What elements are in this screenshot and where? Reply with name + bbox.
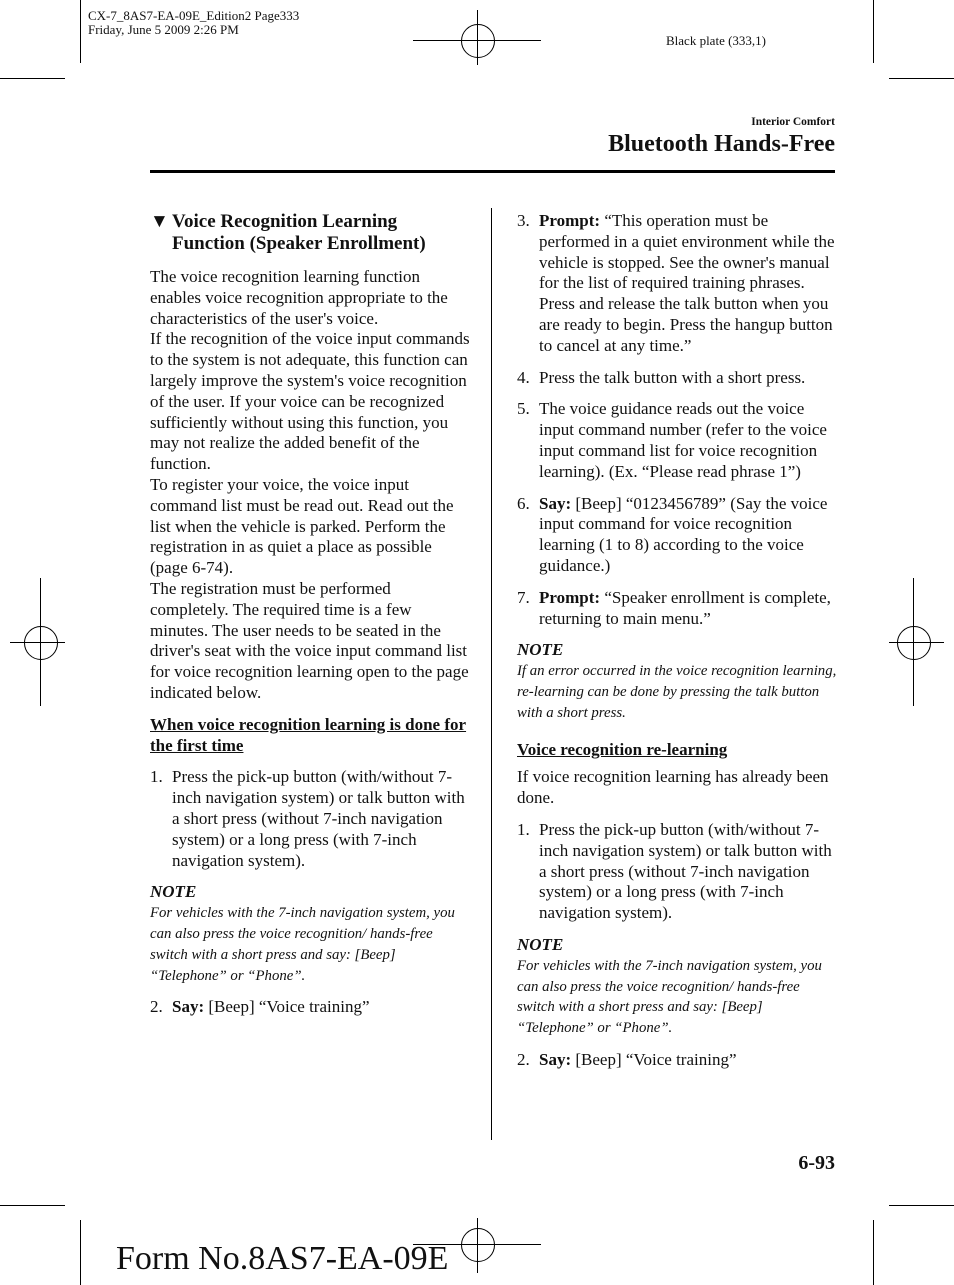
list-item — [517, 588, 837, 630]
print-file-info — [88, 9, 299, 37]
step-number: 3. — [517, 211, 530, 230]
page-title: Bluetooth Hands-Free — [608, 131, 835, 157]
right-column — [517, 211, 837, 1071]
list-item — [517, 399, 837, 482]
left-column — [150, 211, 470, 1018]
note-text: For vehicles with the 7-inch navigation system, you can also press the voice recognition/ hands-free switch with a short press and say: [Beep] “Telephone” or “Phone”. — [150, 905, 455, 984]
relearn-steps-continued — [517, 1050, 837, 1071]
relearn-intro: If voice recognition learning has already been done. — [517, 767, 829, 808]
step-text: [Beep] “Voice training” — [571, 1049, 737, 1069]
step-text: The voice guidance reads out the voice input command number (refer to the voice input command list for voice recognition learning). (Ex. “Please read phrase 1”) — [539, 399, 827, 481]
down-triangle-icon: ▼ — [150, 211, 169, 232]
list-item — [517, 1050, 837, 1071]
step-label: Say: — [172, 997, 205, 1017]
intro-paragraph-3: To register your voice, the voice input command list must be read out. Read out the list when the vehicle is parked. Perform the registration in as quiet a place as possible (page 6-74). — [150, 474, 454, 578]
step-text: Press the pick-up button (with/without 7-inch navigation system) or talk button with a short press (without 7-inch navigation system) or a long press (with 7-inch navigation system). — [172, 767, 465, 870]
form-number: Form No.8AS7-EA-09E — [116, 1240, 449, 1277]
list-item — [517, 211, 837, 357]
step-label: Say: — [539, 493, 572, 513]
list-item — [150, 767, 470, 871]
note-title: NOTE — [150, 882, 197, 902]
step-text: “This operation must be performed in a quiet environment while the vehicle is stopped. See the owner's manual for the list of required training phrases. Press and release the talk button when you are ready to begin. Press the hangup button to cancel at any time.” — [539, 211, 835, 355]
step-number: 2. — [150, 997, 163, 1017]
relearn-steps — [517, 820, 837, 924]
note-text: If an error occurred in the voice recognition learning, re-learning can be done by pressing the talk button with a short press. — [517, 663, 837, 721]
list-item — [517, 820, 837, 924]
intro-paragraph-4: The registration must be performed completely. The required time is a few minutes. The user needs to be seated in the driver's seat with the voice input command list for voice recognition learning open to the page indicated below. — [150, 578, 469, 702]
step-number: 6. — [517, 493, 530, 513]
step-text: Press the talk button with a short press. — [539, 367, 806, 387]
section-category: Interior Comfort — [751, 116, 835, 128]
step-number: 5. — [517, 399, 530, 419]
step-number: 7. — [517, 587, 530, 607]
list-item — [150, 997, 470, 1018]
step-label: Prompt: — [539, 211, 601, 230]
note-text: For vehicles with the 7-inch navigation system, you can also press the voice recognition/ hands-free switch with a short press and say: [Beep] “Telephone” or “Phone”. — [517, 957, 822, 1037]
date-line: Friday, June 5 2009 2:26 PM — [88, 22, 239, 37]
file-line: CX-7_8AS7-EA-09E_Edition2 Page333 — [88, 8, 300, 23]
step-number: 1. — [517, 819, 530, 839]
intro-paragraph-2: If the recognition of the voice input commands to the system is not adequate, this function can largely improve the system's voice recognition of the user. If your voice can be recognized sufficiently without using this function, you may not realize the added benefit of the function. — [150, 329, 470, 474]
page-number: 6-93 — [798, 1152, 835, 1174]
intro-paragraph-1: The voice recognition learning function enables voice recognition appropriate to the characteristics of the user's voice. — [150, 267, 448, 328]
first-time-steps-continued — [150, 997, 470, 1018]
section-heading — [150, 211, 470, 255]
note-title: NOTE — [517, 934, 564, 954]
step-text: [Beep] “Voice training” — [204, 997, 370, 1017]
step-text: “Speaker enrollment is complete, returning to main menu.” — [539, 587, 831, 628]
step-text: Press the pick-up button (with/without 7-inch navigation system) or talk button with a short press (without 7-inch navigation system) or a long press (with 7-inch navigation system). — [539, 819, 832, 923]
header-rule — [150, 170, 835, 173]
column-divider — [491, 208, 492, 1140]
subheading-first-time: When voice recognition learning is done for the first time — [150, 714, 467, 755]
list-item — [517, 494, 837, 577]
list-item — [517, 368, 837, 389]
subheading-relearning: Voice recognition re-learning — [517, 739, 728, 759]
plate-label: Black plate (333,1) — [666, 33, 766, 48]
note-title: NOTE — [517, 640, 564, 660]
step-label: Prompt: — [539, 587, 601, 607]
first-time-steps-right — [517, 211, 837, 629]
heading-line-2: Function (Speaker Enrollment) — [172, 233, 426, 254]
step-number: 2. — [517, 1049, 530, 1069]
step-number: 1. — [150, 767, 163, 787]
step-label: Say: — [539, 1049, 572, 1069]
first-time-steps — [150, 767, 470, 871]
heading-line-1: Voice Recognition Learning — [172, 211, 398, 232]
step-number: 4. — [517, 367, 530, 387]
step-text: [Beep] “0123456789” (Say the voice input command for voice recognition learning (1 to 8) according to the voice guidance.) — [539, 493, 828, 575]
